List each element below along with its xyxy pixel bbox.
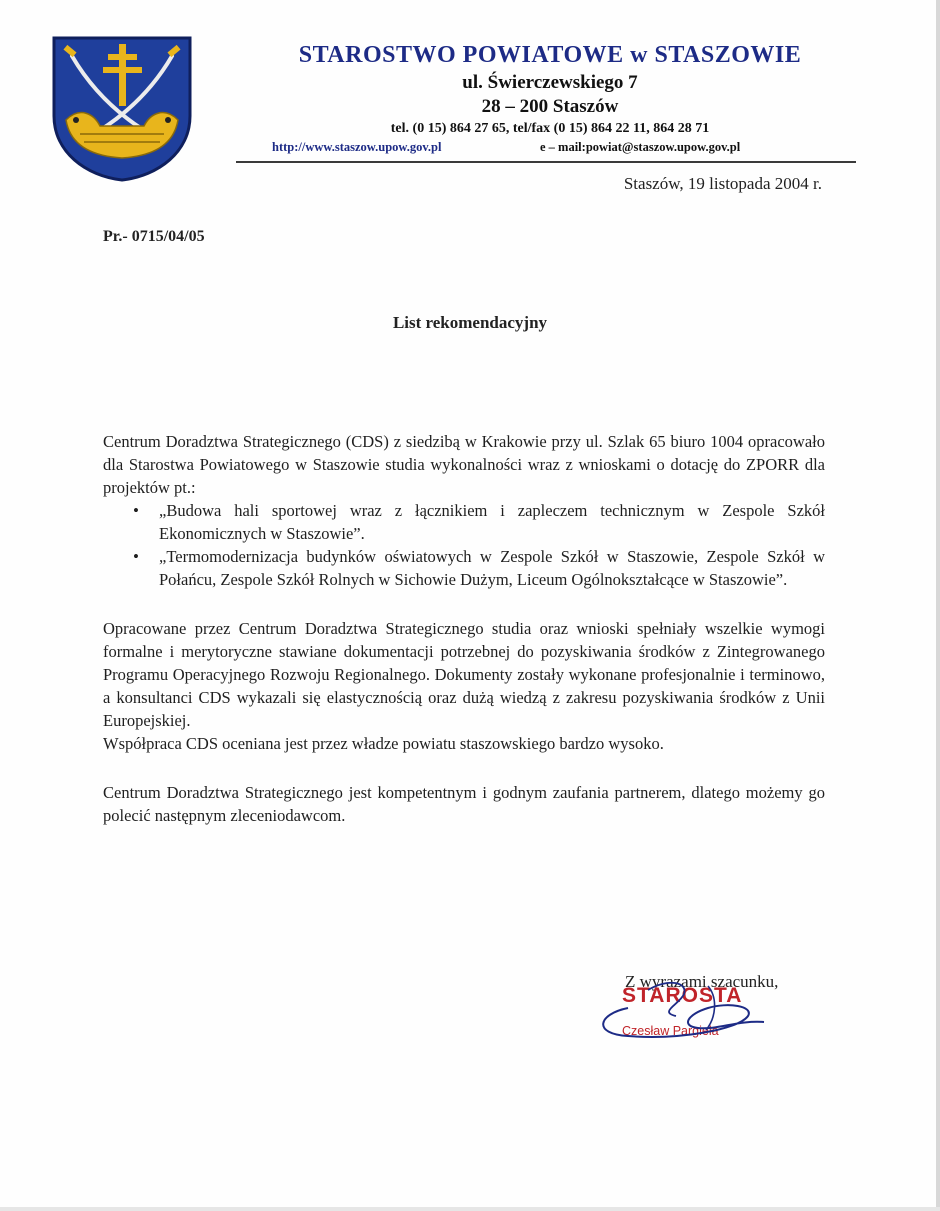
letter-body xyxy=(103,430,825,827)
project-item: • „Budowa hali sportowej wraz z łącznikiem i zapleczem technicznym w Zespole Szkół Ekonomicznych w Staszowie”. xyxy=(159,499,825,545)
closing-phrase: Z wyrazami szacunku, xyxy=(625,972,779,991)
institution-name: STAROSTWO POWIATOWE w STASZOWIE xyxy=(298,42,802,68)
institution-street: ul. Świerczewskiego 7 xyxy=(462,72,638,93)
scan-edge xyxy=(0,1207,940,1211)
paragraph-recommendation: Centrum Doradztwa Strategicznego jest kompetentnym i godnym zaufania partnerem, dlatego możemy go polecić następnym zleceniodawcom. xyxy=(103,783,825,825)
institution-city: 28 – 200 Staszów xyxy=(481,96,619,117)
letter-date: Staszów, 19 listopada 2004 r. xyxy=(623,174,822,193)
signature-icon xyxy=(588,968,788,1048)
paragraph-assessment: Opracowane przez Centrum Doradztwa Strategicznego studia oraz wnioski spełniały wszelkie wymogi formalne i merytoryczne stawiane dokumentacji potrzebnej do pozyskiwania środków z Zintegrowanego Programu Operacyjnego Rozwoju Regionalnego. Dokumenty zostały wykonane profesjonalnie i terminowo, a konsultanci CDS wykazali się elastycznością oraz dużą wiedzą z zakresu pozyskiwania środków z Unii Europejskiej. xyxy=(103,619,825,730)
reference-number: Pr.- 0715/04/05 xyxy=(103,228,205,245)
coat-of-arms-icon xyxy=(50,34,194,182)
institution-email-link[interactable]: e – mail:powiat@staszow.upow.gov.pl xyxy=(540,140,741,154)
paragraph-intro: Centrum Doradztwa Strategicznego (CDS) z siedzibą w Krakowie przy ul. Szlak 65 biuro 1004 opracowało dla Starostwa Powiatowego w Staszowie studia wykonalności wraz z wnioskami o dotację do ZPORR dla projektów pt.: xyxy=(103,432,825,497)
stamp-title: STAROSTA xyxy=(622,984,743,1007)
stamp-name: Czesław Pargieła xyxy=(622,1024,719,1038)
project-list xyxy=(103,499,825,591)
institution-phone: tel. (0 15) 864 27 65, tel/fax (0 15) 864 22 11, 864 28 71 xyxy=(390,121,710,136)
institution-website-link[interactable]: http://www.staszow.upow.gov.pl xyxy=(272,140,442,154)
header-divider xyxy=(236,161,856,163)
scan-edge xyxy=(936,0,940,1211)
paragraph-cooperation: Współpraca CDS oceniana jest przez władze powiatu staszowskiego bardzo wysoko. xyxy=(103,734,664,753)
letter-subject: List rekomendacyjny xyxy=(392,313,548,332)
project-item: • „Termomodernizacja budynków oświatowych w Zespole Szkół w Staszowie, Zespole Szkół w Połańcu, Zespole Szkół Rolnych w Sichowie Dużym, Liceum Ogólnokształcące w Staszowie”. xyxy=(159,545,825,591)
